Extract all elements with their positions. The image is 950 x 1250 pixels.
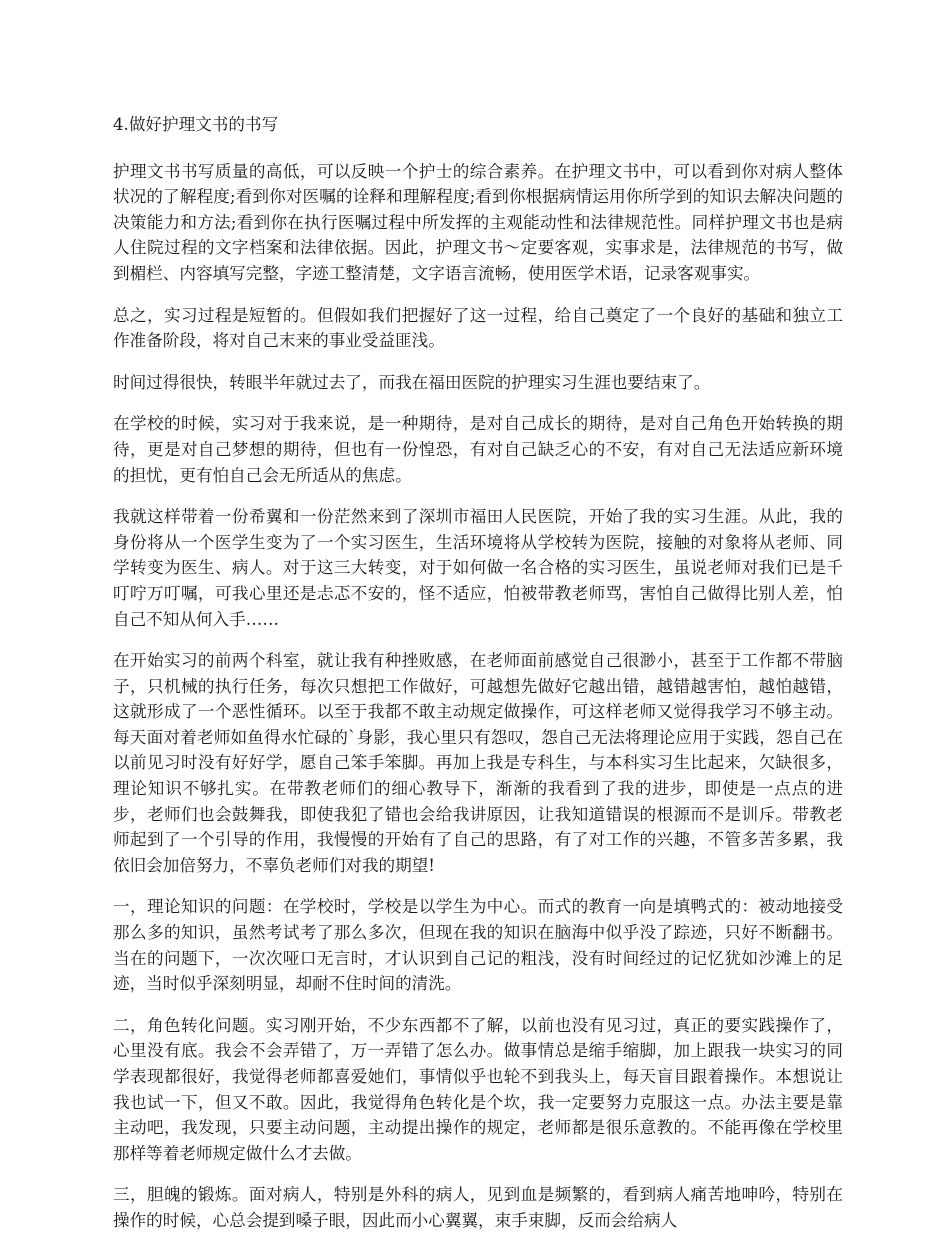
paragraph-at-school: 在学校的时候，实习对于我来说，是一种期待，是对自己成长的期待，是对自己角色开始转换的期待，更是对自己梦想的期待，但也有一份惶恐，有对自己缺乏心的不安，有对自己无法适应新环境的担忧，更有怕自己会无所适从的焦虑。 [113, 414, 843, 485]
paragraph-first-departments: 在开始实习的前两个科室，就让我有种挫败感，在老师面前感觉自己很渺小，甚至于工作都不带脑子，只机械的执行任务，每次只想把工作做好，可越想先做好它越出错，越错越害怕，越怕越错，这就形成了一个恶性循环。以至于我都不敢主动规定做操作，可这样老师又觉得我学习不够主动。每天面对着老师如鱼得水忙碌的`身影，我心里只有怨叹，怨自己无法将理论应用于实践，怨自己在以前见习时没有好好学，愿自己笨手笨脚。再加上我是专科生，与本科实习生比起来，欠缺很多，理论知识不够扎实。在带教老师们的细心教导下，渐渐的我看到了我的进步，即使是一点点的进步，老师们也会鼓舞我，即使我犯了错也会给我讲原因，让我知道错误的根源而不是训斥。带教老师起到了一个引导的作用，我慢慢的开始有了自己的思路，有了对工作的兴趣，不管多苦多累，我依旧会加倍努力，不辜负老师们对我的期望! [113, 651, 843, 875]
paragraph-courage-training: 三，胆魄的锻炼。面对病人，特别是外科的病人，见到血是频繁的，看到病人痛苦地呻吟，特别在操作的时候，心总会提到嗓子眼，因此而小心翼翼，束手束脚，反而会给病人 [113, 1185, 843, 1230]
paragraph-role-transition: 二，角色转化问题。实习刚开始，不少东西都不了解，以前也没有见习过，真正的要实践操作了，心里没有底。我会不会弄错了，万一弄错了怎么办。做事情总是缩手缩脚，加上跟我一块实习的同学表现都很好，我觉得老师都喜爱她们，事情似乎也轮不到我头上，每天盲目跟着操作。本想说让我也试一下，但又不敢。因此，我觉得角色转化是个坎，我一定要努力克服这一点。办法主要是靠主动吧，我发现，只要主动问题，主动提出操作的规定，老师都是很乐意教的。不能再像在学校里那样等着老师规定做什么才去做。 [113, 1015, 843, 1163]
paragraph-summary: 总之，实习过程是短暂的。但假如我们把握好了这一过程，给自己奠定了一个良好的基础和独立工作准备阶段，将对自己末来的事业受益匪浅。 [113, 305, 843, 351]
paragraph-time-passes: 时间过得很快，转眼半年就过去了，而我在福田医院的护理实习生涯也要结束了。 [113, 372, 711, 392]
paragraph-nursing-documents: 护理文书书写质量的高低，可以反映一个护士的综合素养。在护理文书中，可以看到你对病人整体状况的了解程度;看到你对医嘱的诠释和理解程度;看到你根据病情运用你所学到的知识去解决问题的决策能力和方法;看到你在执行医嘱过程中所发挥的主观能动性和法律规范性。同样护理文书也是病人住院过程的文字档案和法律依据。因此，护理文书～定要客观，实事求是，法律规范的书写，做到楣栏、内容填写完整，字迹工整清楚，文字语言流畅，使用医学术语，记录客观事实。 [113, 161, 843, 283]
paragraph-theory-knowledge: 一，理论知识的问题：在学校时，学校是以学生为中心。而式的教育一向是填鸭式的：被动地接受那么多的知识，虽然考试考了那么多次，但现在我的知识在脑海中似乎没了踪迹，只好不断翻书。当在的问题下，一次次哑口无言时，才认识到自己记的粗浅，没有时间经过的记忆犹如沙滩上的足迹，当时似乎深刻明显，却耐不住时间的清洗。 [113, 897, 843, 994]
document-body [113, 112, 843, 1250]
paragraph-arrival: 我就这样带着一份希翼和一份茫然来到了深圳市福田人民医院，开始了我的实习生涯。从此，我的身份将从一个医学生变为了一个实习医生，生活环境将从学校转为医院，接触的对象将从老师、同学转变为医生、病人。对于这三大转变，对于如何做一名合格的实习医生，虽说老师对我们已是千叮咛万叮嘱，可我心里还是忐忑不安的，怪不适应，怕被带教老师骂，害怕自己做得比别人差，怕自己不知从何入手…… [113, 507, 843, 629]
section-heading: 4.做好护理文书的书写 [113, 115, 279, 134]
